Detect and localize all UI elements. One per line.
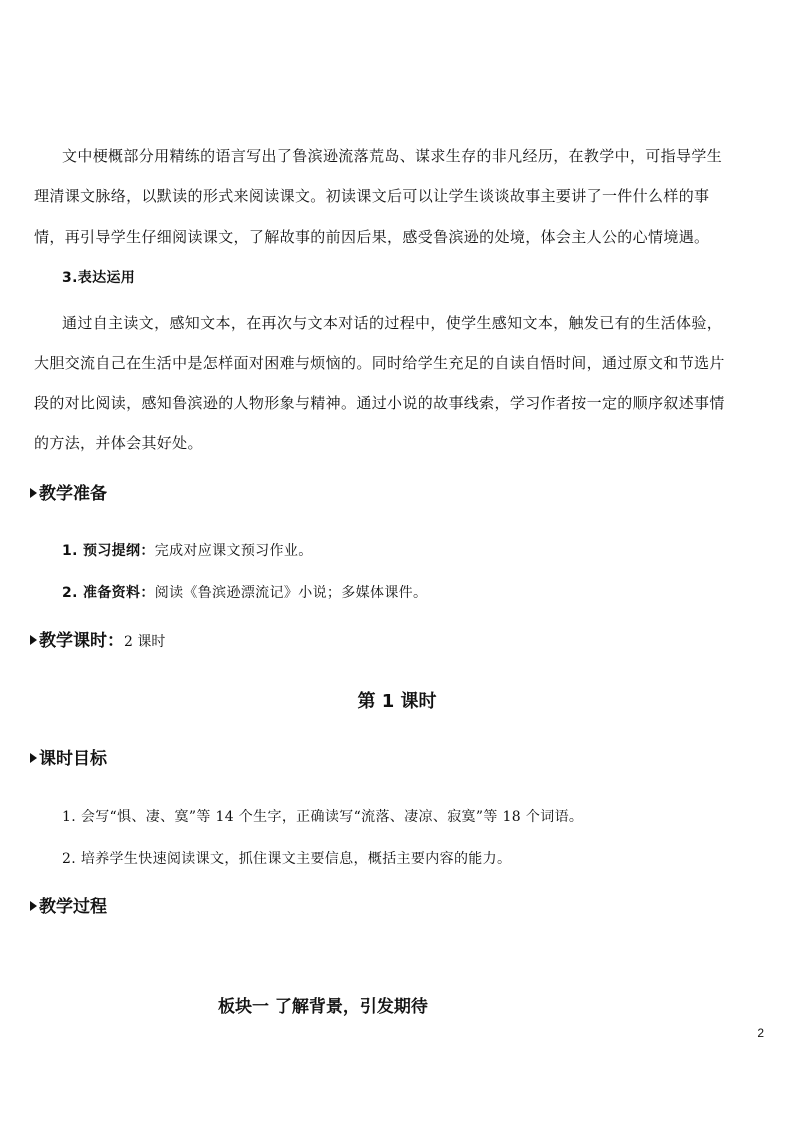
prep-item-label: 2. 准备资料： xyxy=(62,585,155,601)
heading-teaching-prep xyxy=(30,483,107,505)
paragraph-2-line-1: 通过自主读文，感知文本，在再次与文本对话的过程中，使学生感知文本，触发已有的生活体验， xyxy=(62,314,723,332)
hours-value: 2 课时 xyxy=(124,634,166,650)
paragraph-2-line-4: 的方法，并体会其好处。 xyxy=(34,434,203,452)
heading-text: 课时目标 xyxy=(39,749,107,769)
prep-item-text: 阅读《鲁滨逊漂流记》小说；多媒体课件。 xyxy=(154,585,428,601)
lesson-title: 第 1 课时 xyxy=(357,691,437,712)
prep-item-label: 1. 预习提纲： xyxy=(62,543,155,559)
block-1-title: 板块一 了解背景，引发期待 xyxy=(218,997,428,1017)
triangle-bullet-icon xyxy=(30,488,37,498)
heading-objectives xyxy=(30,748,107,770)
prep-item-1 xyxy=(62,541,794,561)
paragraph-1-line-2: 理清课文脉络，以默读的形式来阅读课文。初读课文后可以让学生谈谈故事主要讲了一件什么样的事 xyxy=(34,187,710,205)
heading-process xyxy=(30,896,107,918)
triangle-bullet-icon xyxy=(30,753,37,763)
page-number: 2 xyxy=(757,1026,764,1040)
subsection-title: 3.表达运用 xyxy=(62,270,136,286)
prep-item-text: 完成对应课文预习作业。 xyxy=(154,543,313,559)
heading-text: 教学准备 xyxy=(39,484,107,504)
triangle-bullet-icon xyxy=(30,635,37,645)
paragraph-2-line-3: 段的对比阅读，感知鲁滨逊的人物形象与精神。通过小说的故事线索，学习作者按一定的顺序叙述事情 xyxy=(34,394,725,412)
heading-text: 教学过程 xyxy=(39,897,107,917)
prep-item-2 xyxy=(62,583,794,603)
objective-item-2: 2. 培养学生快速阅读课文，抓住课文主要信息，概括主要内容的能力。 xyxy=(62,851,512,867)
triangle-bullet-icon xyxy=(30,901,37,911)
paragraph-1-line-3: 情，再引导学生仔细阅读课文，了解故事的前因后果，感受鲁滨逊的处境，体会主人公的心情境遇。 xyxy=(34,228,710,246)
paragraph-1-line-1: 文中梗概部分用精练的语言写出了鲁滨逊流落荒岛、谋求生存的非凡经历，在教学中，可指导学生 xyxy=(62,147,723,165)
heading-teaching-hours xyxy=(30,630,165,653)
paragraph-2-line-2: 大胆交流自己在生活中是怎样面对困难与烦恼的。同时给学生充足的自读自悟时间，通过原文和节选片 xyxy=(34,354,725,372)
heading-text: 教学课时： xyxy=(39,631,124,651)
objective-item-1: 1. 会写“惧、凄、寞”等 14 个生字，正确读写“流落、凄凉、寂寞”等 18 个词语。 xyxy=(62,809,584,825)
